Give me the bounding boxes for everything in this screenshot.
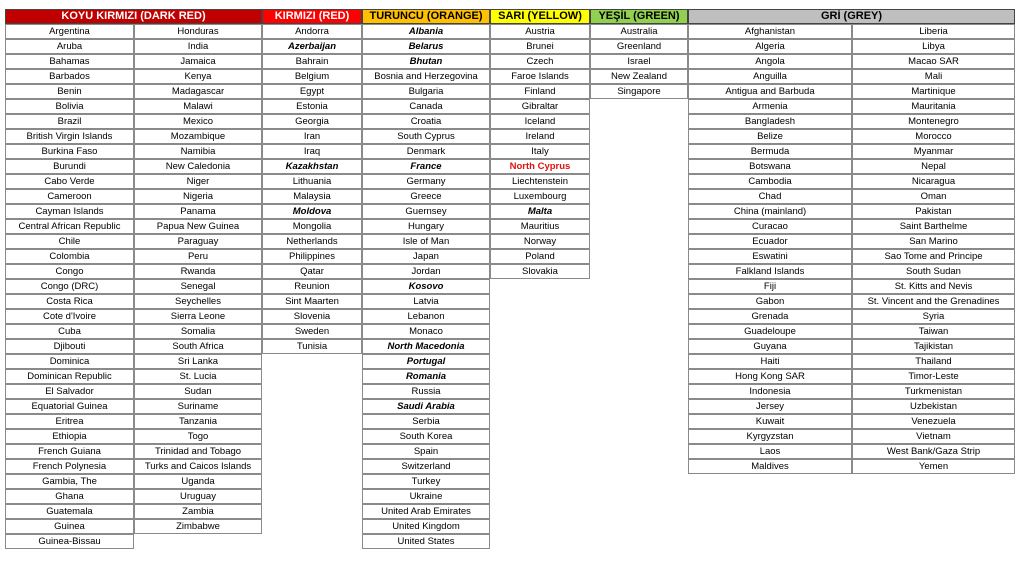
country-cell: Gabon xyxy=(688,294,852,309)
country-cell: Switzerland xyxy=(362,459,490,474)
country-cell: Mozambique xyxy=(134,129,262,144)
country-cell: French Guiana xyxy=(5,444,134,459)
country-cell: Eritrea xyxy=(5,414,134,429)
country-cell: Equatorial Guinea xyxy=(5,399,134,414)
country-cell: Mongolia xyxy=(262,219,362,234)
country-cell: Czech xyxy=(490,54,590,69)
country-cell: Saint Barthelme xyxy=(852,219,1015,234)
country-cell: Croatia xyxy=(362,114,490,129)
country-cell: Cayman Islands xyxy=(5,204,134,219)
country-cell: Romania xyxy=(362,369,490,384)
country-cell: Lebanon xyxy=(362,309,490,324)
country-cell: Cuba xyxy=(5,324,134,339)
country-cell: South Sudan xyxy=(852,264,1015,279)
country-cell: Ghana xyxy=(5,489,134,504)
country-cell: Mauritius xyxy=(490,219,590,234)
country-cell: Greenland xyxy=(590,39,688,54)
country-cell: Faroe Islands xyxy=(490,69,590,84)
country-cell: Namibia xyxy=(134,144,262,159)
country-cell: Isle of Man xyxy=(362,234,490,249)
country-cell: Afghanistan xyxy=(688,24,852,39)
country-cell: Djibouti xyxy=(5,339,134,354)
country-cell: Bulgaria xyxy=(362,84,490,99)
country-cell: Chile xyxy=(5,234,134,249)
country-cell: Brunei xyxy=(490,39,590,54)
country-cell: Panama xyxy=(134,204,262,219)
country-cell: Bolivia xyxy=(5,99,134,114)
header-green: YEŞİL (GREEN) xyxy=(590,9,688,24)
country-cell: Togo xyxy=(134,429,262,444)
country-cell: Albania xyxy=(362,24,490,39)
country-cell: Sao Tome and Principe xyxy=(852,249,1015,264)
country-cell: Serbia xyxy=(362,414,490,429)
country-cell: Costa Rica xyxy=(5,294,134,309)
country-cell: Aruba xyxy=(5,39,134,54)
country-cell: Bermuda xyxy=(688,144,852,159)
country-cell: Taiwan xyxy=(852,324,1015,339)
country-cell: Singapore xyxy=(590,84,688,99)
country-cell: Senegal xyxy=(134,279,262,294)
country-cell: French Polynesia xyxy=(5,459,134,474)
country-cell: Brazil xyxy=(5,114,134,129)
country-cell: Yemen xyxy=(852,459,1015,474)
country-cell: Ethiopia xyxy=(5,429,134,444)
country-cell: Guinea-Bissau xyxy=(5,534,134,549)
country-cell: Colombia xyxy=(5,249,134,264)
country-cell: United Arab Emirates xyxy=(362,504,490,519)
country-cell: Madagascar xyxy=(134,84,262,99)
country-cell: Uruguay xyxy=(134,489,262,504)
country-cell: Bahrain xyxy=(262,54,362,69)
country-cell: Niger xyxy=(134,174,262,189)
country-cell: North Macedonia xyxy=(362,339,490,354)
country-cell: Hong Kong SAR xyxy=(688,369,852,384)
country-cell: Philippines xyxy=(262,249,362,264)
header-yellow: SARI (YELLOW) xyxy=(490,9,590,24)
country-cell: Trinidad and Tobago xyxy=(134,444,262,459)
country-cell: Jordan xyxy=(362,264,490,279)
country-cell: Fiji xyxy=(688,279,852,294)
country-cell: Italy xyxy=(490,144,590,159)
country-cell: San Marino xyxy=(852,234,1015,249)
country-cell: Bangladesh xyxy=(688,114,852,129)
country-cell: Pakistan xyxy=(852,204,1015,219)
country-cell: Iceland xyxy=(490,114,590,129)
country-cell: Guadeloupe xyxy=(688,324,852,339)
country-cell: Monaco xyxy=(362,324,490,339)
country-cell: Venezuela xyxy=(852,414,1015,429)
country-cell: Timor-Leste xyxy=(852,369,1015,384)
country-cell: France xyxy=(362,159,490,174)
country-cell: Gibraltar xyxy=(490,99,590,114)
country-cell: British Virgin Islands xyxy=(5,129,134,144)
country-cell: Luxembourg xyxy=(490,189,590,204)
country-cell: Dominican Republic xyxy=(5,369,134,384)
country-cell: Anguilla xyxy=(688,69,852,84)
country-cell: Eswatini xyxy=(688,249,852,264)
country-cell: Jersey xyxy=(688,399,852,414)
country-cell: El Salvador xyxy=(5,384,134,399)
country-cell: Israel xyxy=(590,54,688,69)
country-cell: Turkey xyxy=(362,474,490,489)
country-cell: Portugal xyxy=(362,354,490,369)
country-cell: Russia xyxy=(362,384,490,399)
country-cell: Nicaragua xyxy=(852,174,1015,189)
country-cell: Haiti xyxy=(688,354,852,369)
country-cell: Netherlands xyxy=(262,234,362,249)
country-cell: Ecuador xyxy=(688,234,852,249)
country-cell: Mauritania xyxy=(852,99,1015,114)
country-cell: United States xyxy=(362,534,490,549)
country-cell: Chad xyxy=(688,189,852,204)
country-cell: Somalia xyxy=(134,324,262,339)
country-cell: St. Lucia xyxy=(134,369,262,384)
country-cell: Syria xyxy=(852,309,1015,324)
country-cell: Bosnia and Herzegovina xyxy=(362,69,490,84)
country-cell: Belarus xyxy=(362,39,490,54)
country-cell: Argentina xyxy=(5,24,134,39)
country-cell: Turkmenistan xyxy=(852,384,1015,399)
country-cell: Spain xyxy=(362,444,490,459)
country-cell: Norway xyxy=(490,234,590,249)
country-cell: Kazakhstan xyxy=(262,159,362,174)
country-cell: Kenya xyxy=(134,69,262,84)
country-cell: Ukraine xyxy=(362,489,490,504)
country-cell: Burundi xyxy=(5,159,134,174)
country-cell: Antigua and Barbuda xyxy=(688,84,852,99)
country-cell: Sudan xyxy=(134,384,262,399)
country-cell: Sri Lanka xyxy=(134,354,262,369)
country-cell: Tunisia xyxy=(262,339,362,354)
country-cell: Laos xyxy=(688,444,852,459)
country-cell: South Korea xyxy=(362,429,490,444)
country-cell: Azerbaijan xyxy=(262,39,362,54)
header-grey: GRİ (GREY) xyxy=(688,9,1015,24)
country-cell: Estonia xyxy=(262,99,362,114)
country-cell: Saudi Arabia xyxy=(362,399,490,414)
country-cell: Tanzania xyxy=(134,414,262,429)
country-cell: Qatar xyxy=(262,264,362,279)
country-cell: Guinea xyxy=(5,519,134,534)
country-cell: Iraq xyxy=(262,144,362,159)
country-cell: Martinique xyxy=(852,84,1015,99)
header-orange: TURUNCU (ORANGE) xyxy=(362,9,490,24)
country-cell: China (mainland) xyxy=(688,204,852,219)
country-cell: Andorra xyxy=(262,24,362,39)
country-cell: Malaysia xyxy=(262,189,362,204)
country-cell: Germany xyxy=(362,174,490,189)
country-cell: Curacao xyxy=(688,219,852,234)
country-cell: Oman xyxy=(852,189,1015,204)
country-cell: Grenada xyxy=(688,309,852,324)
country-cell: Rwanda xyxy=(134,264,262,279)
country-cell: Malawi xyxy=(134,99,262,114)
country-cell: Greece xyxy=(362,189,490,204)
country-cell: Cameroon xyxy=(5,189,134,204)
country-cell: Algeria xyxy=(688,39,852,54)
country-cell: Burkina Faso xyxy=(5,144,134,159)
country-cell: Mali xyxy=(852,69,1015,84)
country-cell: Benin xyxy=(5,84,134,99)
country-cell: Papua New Guinea xyxy=(134,219,262,234)
country-cell: Moldova xyxy=(262,204,362,219)
country-cell: Zimbabwe xyxy=(134,519,262,534)
country-cell: Vietnam xyxy=(852,429,1015,444)
country-cell: Congo (DRC) xyxy=(5,279,134,294)
country-cell: Morocco xyxy=(852,129,1015,144)
country-cell: India xyxy=(134,39,262,54)
country-cell: Barbados xyxy=(5,69,134,84)
country-cell: New Caledonia xyxy=(134,159,262,174)
country-cell: Ireland xyxy=(490,129,590,144)
country-cell: Denmark xyxy=(362,144,490,159)
country-cell: Mexico xyxy=(134,114,262,129)
country-cell: Uzbekistan xyxy=(852,399,1015,414)
country-cell: Reunion xyxy=(262,279,362,294)
country-cell: Thailand xyxy=(852,354,1015,369)
country-cell: Iran xyxy=(262,129,362,144)
country-cell: Indonesia xyxy=(688,384,852,399)
country-cell: Sweden xyxy=(262,324,362,339)
country-cell: South Africa xyxy=(134,339,262,354)
country-cell: Liechtenstein xyxy=(490,174,590,189)
country-cell: North Cyprus xyxy=(490,159,590,174)
country-cell: Bhutan xyxy=(362,54,490,69)
country-cell: Guatemala xyxy=(5,504,134,519)
country-cell: Jamaica xyxy=(134,54,262,69)
country-cell: Lithuania xyxy=(262,174,362,189)
country-cell: St. Vincent and the Grenadines xyxy=(852,294,1015,309)
country-cell: Guyana xyxy=(688,339,852,354)
country-cell: Montenegro xyxy=(852,114,1015,129)
country-cell: Falkland Islands xyxy=(688,264,852,279)
country-cell: Cambodia xyxy=(688,174,852,189)
country-cell: Cote d'Ivoire xyxy=(5,309,134,324)
country-cell: Myanmar xyxy=(852,144,1015,159)
country-cell: Maldives xyxy=(688,459,852,474)
country-cell: Slovenia xyxy=(262,309,362,324)
country-cell: Nepal xyxy=(852,159,1015,174)
country-cell: Zambia xyxy=(134,504,262,519)
country-cell: Belize xyxy=(688,129,852,144)
country-cell: Kyrgyzstan xyxy=(688,429,852,444)
country-cell: Angola xyxy=(688,54,852,69)
country-cell: Central African Republic xyxy=(5,219,134,234)
country-cell: Gambia, The xyxy=(5,474,134,489)
country-cell: New Zealand xyxy=(590,69,688,84)
country-cell: Tajikistan xyxy=(852,339,1015,354)
country-cell: Australia xyxy=(590,24,688,39)
country-cell: Armenia xyxy=(688,99,852,114)
country-cell: Botswana xyxy=(688,159,852,174)
country-cell: Latvia xyxy=(362,294,490,309)
country-cell: Poland xyxy=(490,249,590,264)
country-cell: Paraguay xyxy=(134,234,262,249)
country-cell: Honduras xyxy=(134,24,262,39)
country-cell: Kosovo xyxy=(362,279,490,294)
country-cell: Guernsey xyxy=(362,204,490,219)
country-cell: Georgia xyxy=(262,114,362,129)
country-cell: Dominica xyxy=(5,354,134,369)
country-cell: St. Kitts and Nevis xyxy=(852,279,1015,294)
country-cell: Hungary xyxy=(362,219,490,234)
country-cell: Belgium xyxy=(262,69,362,84)
country-cell: Cabo Verde xyxy=(5,174,134,189)
country-cell: Congo xyxy=(5,264,134,279)
country-cell: Seychelles xyxy=(134,294,262,309)
country-cell: West Bank/Gaza Strip xyxy=(852,444,1015,459)
country-cell: Turks and Caicos Islands xyxy=(134,459,262,474)
header-dark-red: KOYU KIRMIZI (DARK RED) xyxy=(5,9,262,24)
country-cell: Malta xyxy=(490,204,590,219)
country-cell: Slovakia xyxy=(490,264,590,279)
header-red: KIRMIZI (RED) xyxy=(262,9,362,24)
country-cell: Uganda xyxy=(134,474,262,489)
country-cell: Peru xyxy=(134,249,262,264)
country-cell: Macao SAR xyxy=(852,54,1015,69)
country-cell: Libya xyxy=(852,39,1015,54)
country-cell: Canada xyxy=(362,99,490,114)
country-cell: Sint Maarten xyxy=(262,294,362,309)
country-cell: United Kingdom xyxy=(362,519,490,534)
country-cell: Finland xyxy=(490,84,590,99)
country-cell: Nigeria xyxy=(134,189,262,204)
country-cell: Austria xyxy=(490,24,590,39)
country-cell: Suriname xyxy=(134,399,262,414)
country-cell: Egypt xyxy=(262,84,362,99)
country-cell: Liberia xyxy=(852,24,1015,39)
country-cell: Kuwait xyxy=(688,414,852,429)
country-cell: Bahamas xyxy=(5,54,134,69)
country-cell: Sierra Leone xyxy=(134,309,262,324)
country-cell: South Cyprus xyxy=(362,129,490,144)
country-cell: Japan xyxy=(362,249,490,264)
